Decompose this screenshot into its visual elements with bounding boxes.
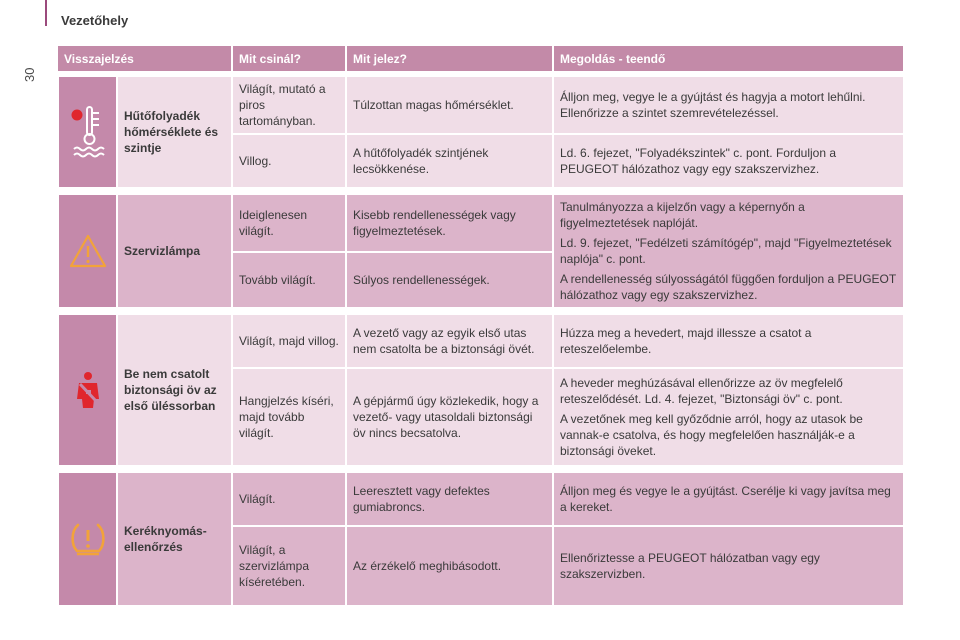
column-header-meaning: Mit jelez? bbox=[346, 46, 553, 71]
section-marker-bar bbox=[45, 0, 47, 26]
table-header-row bbox=[58, 46, 904, 71]
solution-cell: Álljon meg, vegye le a gyújtást és hagyja a motort lehűlni. Ellenőrizze a szintet szemrevételezéssel. bbox=[553, 76, 904, 134]
indicator-label: Szervizlámpa bbox=[117, 194, 232, 308]
tyre-pressure-icon bbox=[68, 521, 108, 557]
meaning-cell: Az érzékelő meghibásodott. bbox=[346, 526, 553, 606]
column-header-solution: Megoldás - teendő bbox=[553, 46, 904, 71]
meaning-cell: Kisebb rendellenességek vagy figyelmeztetések. bbox=[346, 194, 553, 252]
coolant-icon-cell bbox=[58, 76, 117, 188]
warning-lights-table bbox=[57, 46, 905, 607]
meaning-cell: A vezető vagy az egyik első utas nem csatolta be a biztonsági övét. bbox=[346, 314, 553, 368]
meaning-cell: A hűtőfolyadék szintjének lecsökkenése. bbox=[346, 134, 553, 188]
solution-cell: Ellenőriztesse a PEUGEOT hálózatban vagy egy szakszervizben. bbox=[553, 526, 904, 606]
tyre-icon-cell bbox=[58, 472, 117, 606]
service-warning-icon bbox=[68, 233, 108, 269]
indicator-label: Hűtőfolyadék hőmérséklete és szintje bbox=[117, 76, 232, 188]
action-cell: Hangjelzés kíséri, majd tovább világít. bbox=[232, 368, 346, 466]
action-cell: Világít, mutató a piros tartományban. bbox=[232, 76, 346, 134]
seatbelt-icon-cell bbox=[58, 314, 117, 466]
table-row bbox=[58, 472, 904, 526]
column-header-action: Mit csinál? bbox=[232, 46, 346, 71]
action-cell: Világít, majd villog. bbox=[232, 314, 346, 368]
meaning-cell: Súlyos rendellenességek. bbox=[346, 252, 553, 308]
table-row bbox=[58, 76, 904, 134]
page-number: 30 bbox=[22, 67, 37, 82]
solution-cell: Ld. 6. fejezet, "Folyadékszintek" c. pont. Forduljon a PEUGEOT hálózathoz vagy egy szakszervizhez. bbox=[553, 134, 904, 188]
indicator-label: Be nem csatolt biztonsági öv az első üléssorban bbox=[117, 314, 232, 466]
action-cell: Villog. bbox=[232, 134, 346, 188]
meaning-cell: Túlzottan magas hőmérséklet. bbox=[346, 76, 553, 134]
solution-cell: Tanulmányozza a kijelzőn vagy a képernyőn a figyelmeztetések naplóját. Ld. 9. fejezet, "Fedélzeti számítógép", majd "Figyelmeztetések naplója" c. pont. A rendellenesség súlyosságától függően forduljon a PEUGEOT hálózathoz vagy egy szakszervizhez. bbox=[553, 194, 904, 308]
table-row bbox=[58, 314, 904, 368]
meaning-cell: Leeresztett vagy defektes gumiabroncs. bbox=[346, 472, 553, 526]
meaning-cell: A gépjármű úgy közlekedik, hogy a vezető- vagy utasoldali biztonsági öv nincs becsatolva. bbox=[346, 368, 553, 466]
action-cell: Világít. bbox=[232, 472, 346, 526]
action-cell: Tovább világít. bbox=[232, 252, 346, 308]
solution-cell: Álljon meg és vegye le a gyújtást. Cserélje ki vagy javítsa meg a kereket. bbox=[553, 472, 904, 526]
section-title: Vezetőhely bbox=[61, 13, 129, 28]
indicator-label: Keréknyomás-ellenőrzés bbox=[117, 472, 232, 606]
action-cell: Ideiglenesen világít. bbox=[232, 194, 346, 252]
coolant-temperature-icon bbox=[65, 101, 111, 163]
seatbelt-icon bbox=[71, 371, 105, 409]
table-row bbox=[58, 194, 904, 252]
solution-cell: Húzza meg a hevedert, majd illessze a csatot a reteszelőelembe. bbox=[553, 314, 904, 368]
action-cell: Világít, a szervizlámpa kíséretében. bbox=[232, 526, 346, 606]
service-icon-cell bbox=[58, 194, 117, 308]
column-header-indicator: Visszajelzés bbox=[58, 46, 232, 71]
solution-cell: A heveder meghúzásával ellenőrizze az öv megfelelő reteszelődését. Ld. 4. fejezet, "Biztonsági öv" c. pont. A vezetőnek meg kell győződnie arról, hogy az utasok be vannak-e csatolva, és hogy megfelelően használják-e a biztonsági öveket. bbox=[553, 368, 904, 466]
